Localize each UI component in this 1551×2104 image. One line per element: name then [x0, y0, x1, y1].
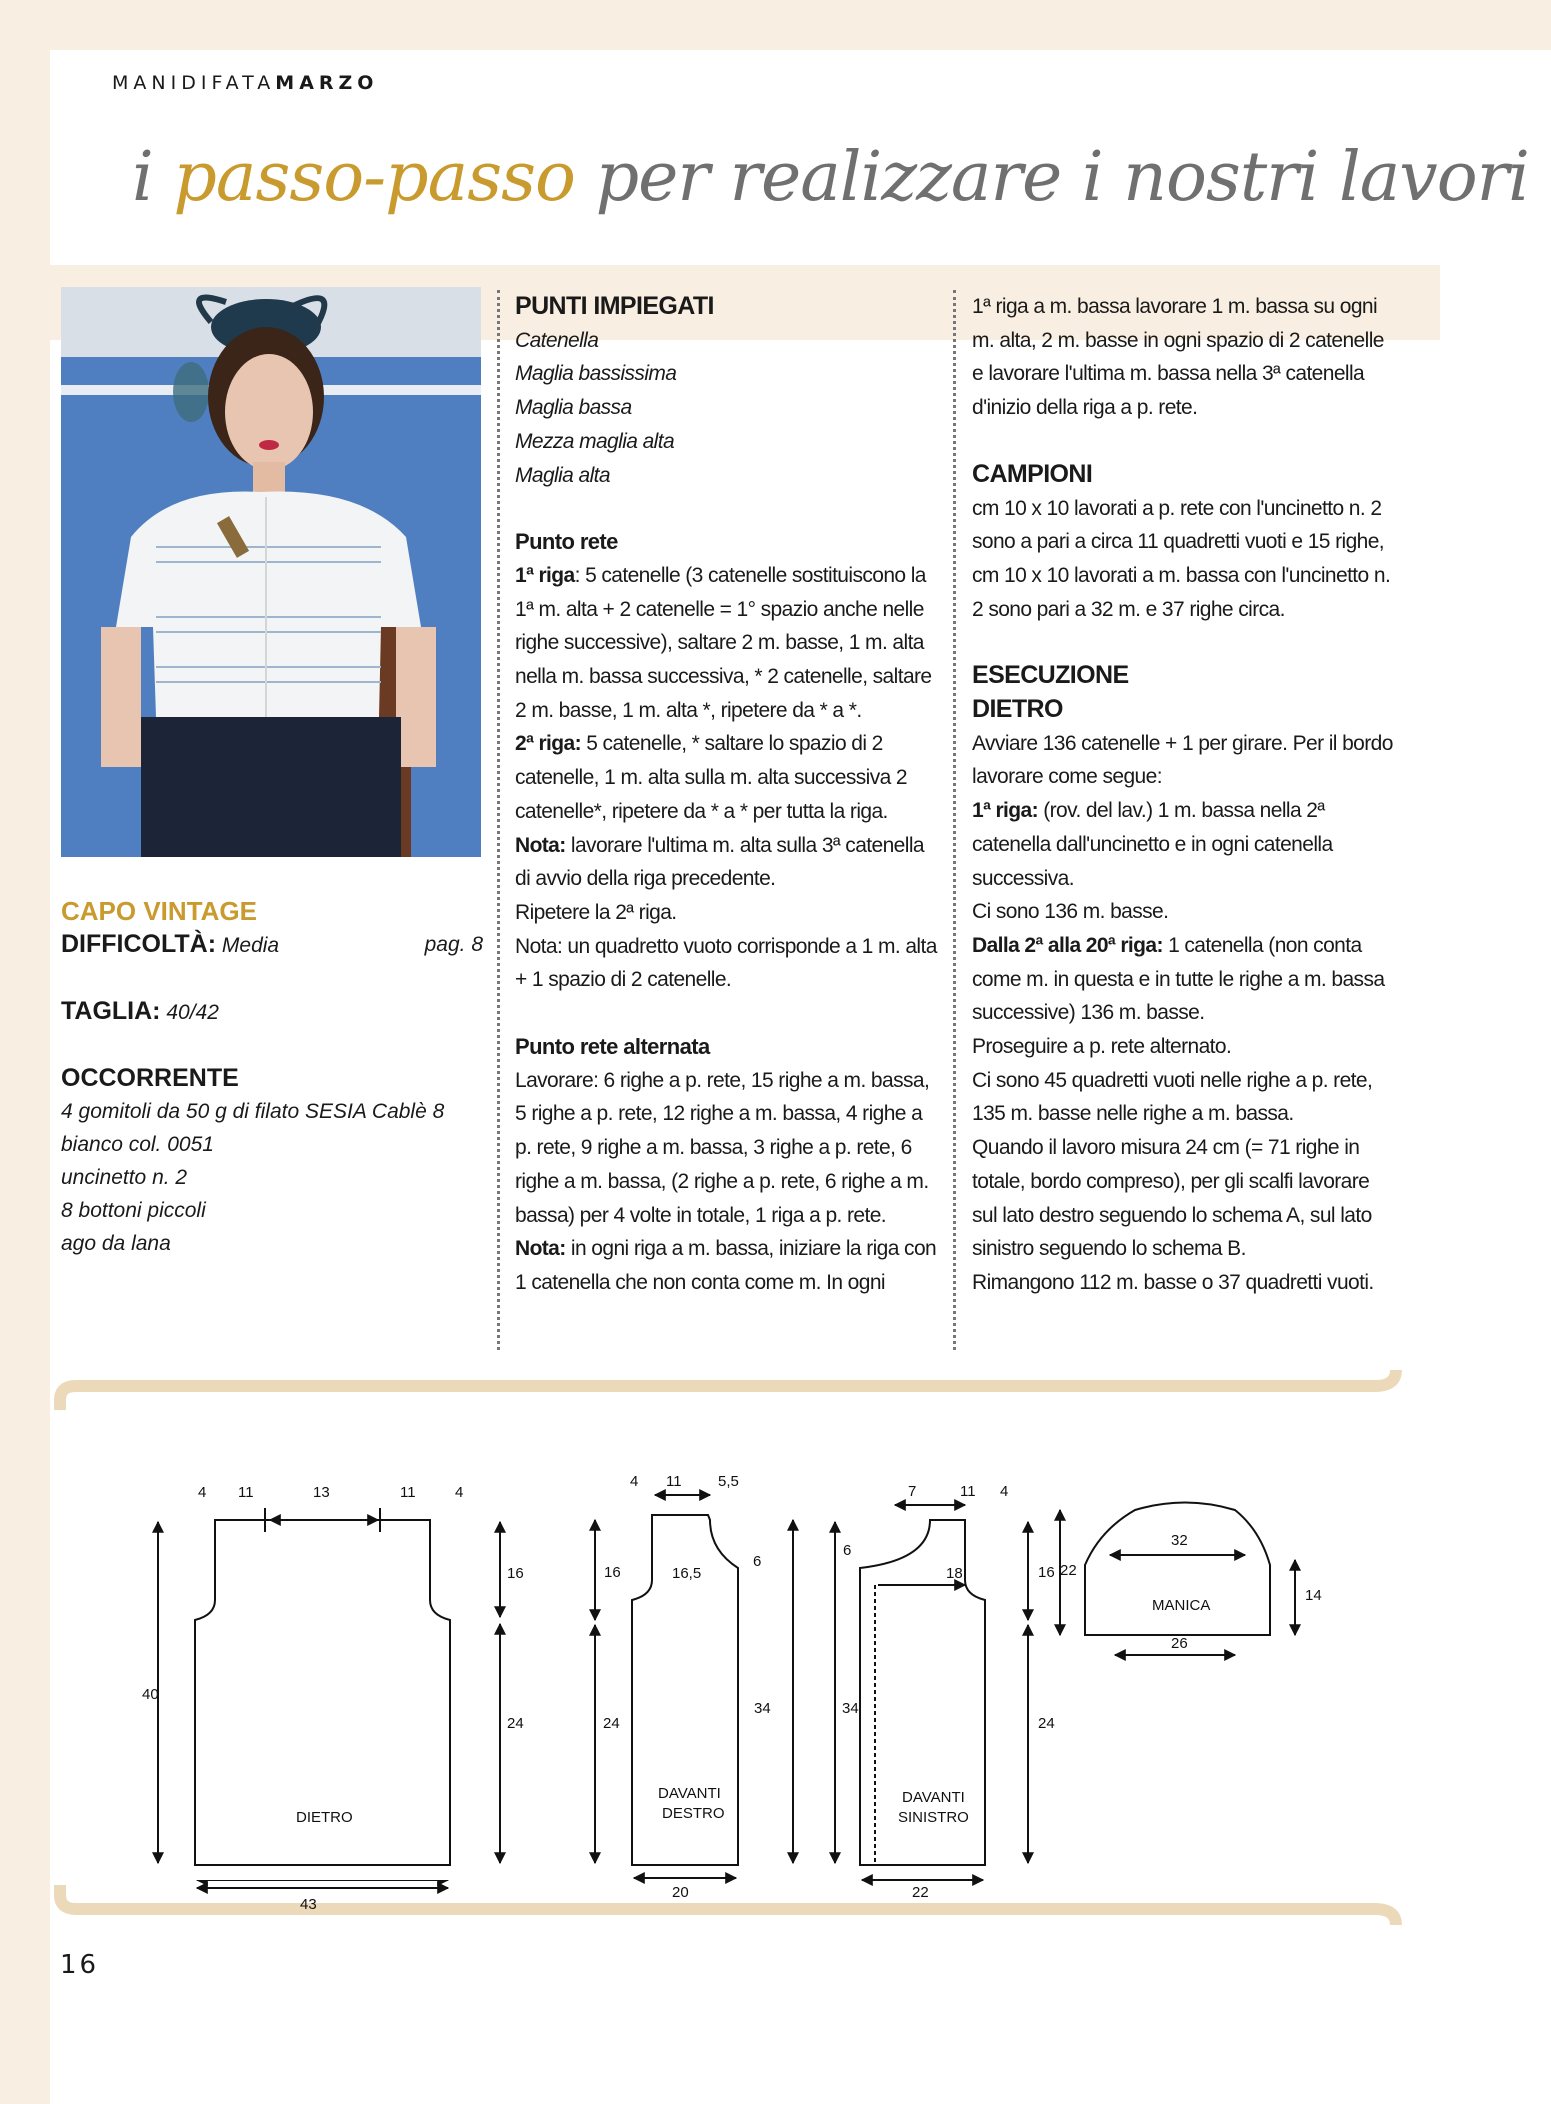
manica-dim-top: 32	[1171, 1532, 1188, 1549]
riga1-paragraph: 1ª riga: (rov. del lav.) 1 m. bassa nella 2ª catenella dall'uncinetto e in ogni catenella successiva.	[972, 799, 1333, 890]
davanti-sinistro-dim-top: 4	[1000, 1483, 1009, 1500]
manica-label: MANICA	[1152, 1597, 1211, 1614]
dietro-dim-top: 11	[238, 1484, 254, 1501]
nota-quadretto-paragraph: Nota: un quadretto vuoto corrisponde a 1 m. alta + 1 spazio di 2 catenelle.	[515, 934, 937, 992]
davanti-destro-dim-top: 4	[630, 1473, 639, 1490]
davanti-destro-dim-width: 16,5	[672, 1565, 702, 1582]
manica-dim-right: 14	[1305, 1587, 1322, 1604]
dalla-paragraph: Dalla 2ª alla 20ª riga: 1 catenella (non conta come m. in questa e in tutte le righe a m. bassa successive) 136 m. basse.	[972, 933, 1385, 1025]
page-title: i passo-passo per realizzare i nostri lavori	[132, 138, 1529, 217]
occorrente-item: bianco col. 0051	[61, 1133, 214, 1156]
davanti-destro-dim-bottom: 20	[672, 1884, 689, 1901]
cisono-paragraph: Ci sono 136 m. basse.	[972, 900, 1169, 924]
davanti-sinistro-dim-right-top: 16	[1038, 1564, 1055, 1581]
dietro-title: DIETRO	[972, 695, 1063, 724]
dietro-dim-left: 40	[142, 1686, 159, 1703]
magazine-tag: MANIDIFATAMARZO	[112, 72, 379, 94]
occorrente-title: OCCORRENTE	[61, 1064, 239, 1092]
davanti-destro-label: DAVANTI	[658, 1785, 721, 1802]
riga2-paragraph: 2ª riga: 5 catenelle, * saltare lo spazio di 2 catenelle, 1 m. alta sulla m. alta successiva 2 catenelle*, ripetere da * a * per tutta la riga.	[515, 732, 907, 823]
davanti-sinistro-label: SINISTRO	[898, 1809, 969, 1826]
davanti-destro-dim-neck: 6	[753, 1553, 762, 1570]
ripetere-paragraph: Ripetere la 2ª riga.	[515, 900, 677, 924]
dietro-dim-top: 4	[455, 1484, 464, 1501]
nota2-paragraph: Nota: in ogni riga a m. bassa, iniziare la riga con 1 catenella che non conta come m. In ogni	[515, 1237, 937, 1294]
davanti-destro-dim-top: 11	[666, 1473, 682, 1490]
dietro-label: DIETRO	[296, 1809, 353, 1826]
page-number: 16	[60, 1950, 100, 1980]
davanti-sinistro-dim-top: 7	[908, 1483, 917, 1500]
diagram-frame-bottom	[60, 1885, 1396, 1915]
instructions-column-3	[972, 290, 1394, 1300]
punto-rete-title: Punto rete	[515, 529, 618, 555]
dietro-dim-right-top: 16	[507, 1565, 524, 1582]
esecuzione-title: ESECUZIONE	[972, 661, 1129, 690]
nota1-paragraph: Nota: lavorare l'ultima m. alta sulla 3ª catenella di avvio della riga precedente.	[515, 833, 924, 891]
davanti-sinistro-label: DAVANTI	[902, 1789, 965, 1806]
page-reference: pag. 8	[424, 933, 483, 956]
proseguire-paragraph: Proseguire a p. rete alternato.	[972, 1035, 1232, 1059]
occorrente-item: 8 bottoni piccoli	[61, 1199, 206, 1222]
davanti-destro-dim-left: 24	[603, 1715, 620, 1732]
davanti-destro-dim-top: 5,5	[718, 1473, 739, 1490]
dietro-dim-top: 4	[198, 1484, 207, 1501]
dietro-dim-top: 11	[400, 1484, 416, 1501]
dietro-dim-bottom: 43	[300, 1896, 317, 1913]
instructions-column-2	[515, 290, 940, 1300]
punto-item: Maglia bassissima	[515, 362, 677, 386]
dietro-dim-right-bottom: 24	[507, 1715, 524, 1732]
manica-dim-left: 22	[1060, 1562, 1077, 1579]
project-info	[61, 895, 483, 1260]
davanti-destro-dim-right: 34	[754, 1700, 771, 1717]
davanti-sinistro-dim-top: 11	[960, 1483, 976, 1500]
alternata-paragraph: Lavorare: 6 righe a p. rete, 15 righe a m. bassa, 5 righe a p. rete, 12 righe a m. bassa, 4 righe a p. rete, 9 righe a m. bassa, 3 righe a p. rete, 6 righe a m. bassa, (2 righe a p. rete, 6 righe a m. bassa) per 4 volte in totale, 1 riga a p. rete.	[515, 1068, 930, 1227]
punto-item: Catenella	[515, 328, 599, 352]
model-photo-illustration	[61, 287, 481, 857]
dietro-dim-top: 13	[313, 1484, 330, 1501]
taglia-line: TAGLIA: 40/42	[61, 997, 219, 1025]
occorrente-item: uncinetto n. 2	[61, 1166, 188, 1189]
punto-item: Maglia bassa	[515, 396, 632, 420]
punto-item: Mezza maglia alta	[515, 429, 675, 453]
davanti-destro-dim-shoulder: 16	[604, 1564, 621, 1581]
davanti-sinistro-dim-width: 18	[946, 1565, 963, 1582]
model-photo	[61, 287, 481, 857]
davanti-destro-label: DESTRO	[662, 1805, 725, 1822]
quando-paragraph: Quando il lavoro misura 24 cm (= 71 righe in totale, bordo compreso), per gli scalfi lavorare sul lato destro seguendo lo schema A, sul lato sinistro seguendo lo schema B.	[972, 1136, 1372, 1261]
davanti-sinistro-dim-right-bottom: 24	[1038, 1715, 1055, 1732]
rimangono-paragraph: Rimangono 112 m. basse o 37 quadretti vuoti.	[972, 1270, 1374, 1294]
capo-title: CAPO VINTAGE	[61, 896, 257, 926]
punto-rete-alternata-title: Punto rete alternata	[515, 1034, 710, 1060]
difficolta-line: DIFFICOLTÀ: Media	[61, 930, 280, 958]
diagram-frame-top	[60, 1380, 1396, 1410]
davanti-sinistro-dim-left: 34	[842, 1700, 859, 1717]
manica-dim-bottom: 26	[1171, 1635, 1188, 1652]
punto-item: Maglia alta	[515, 463, 610, 487]
continued-paragraph: 1ª riga a m. bassa lavorare 1 m. bassa su ogni m. alta, 2 m. basse in ogni spazio di 2 catenelle e lavorare l'ultima m. bassa nella 3ª catenella d'inizio della riga a p. rete.	[972, 295, 1384, 420]
riga1-paragraph: 1ª riga: 5 catenelle (3 catenelle sostituiscono la 1ª m. alta + 2 catenelle = 1° spazio anche nelle righe successive), saltare 2 m. basse, 1 m. alta nella m. bassa successiva, * 2 catenelle, saltare 2 m. basse, 1 m. alta *, ripetere da * a *.	[515, 563, 932, 722]
davanti-sinistro-dim-bottom: 22	[912, 1884, 929, 1901]
punti-title: PUNTI IMPIEGATI	[515, 292, 714, 320]
occorrente-item: 4 gomitoli da 50 g di filato SESIA Cablè 8	[61, 1100, 445, 1123]
campioni-paragraph: cm 10 x 10 lavorati a p. rete con l'uncinetto n. 2 sono a pari a circa 11 quadretti vuoti e 15 righe, cm 10 x 10 lavorati a m. bassa con l'uncinetto n. 2 sono pari a 32 m. e 37 righe circa.	[972, 496, 1391, 621]
campioni-title: CAMPIONI	[972, 459, 1093, 488]
column-separator	[953, 290, 956, 1350]
column-separator	[497, 290, 500, 1350]
cisono2-paragraph: Ci sono 45 quadretti vuoti nelle righe a p. rete, 135 m. basse nelle righe a m. bassa.	[972, 1068, 1373, 1126]
occorrente-item: ago da lana	[61, 1232, 171, 1255]
davanti-sinistro-dim-neck: 6	[843, 1542, 852, 1559]
pattern-diagrams-detail	[60, 1410, 1400, 1913]
avviare-paragraph: Avviare 136 catenelle + 1 per girare. Per il bordo lavorare come segue:	[972, 731, 1393, 789]
